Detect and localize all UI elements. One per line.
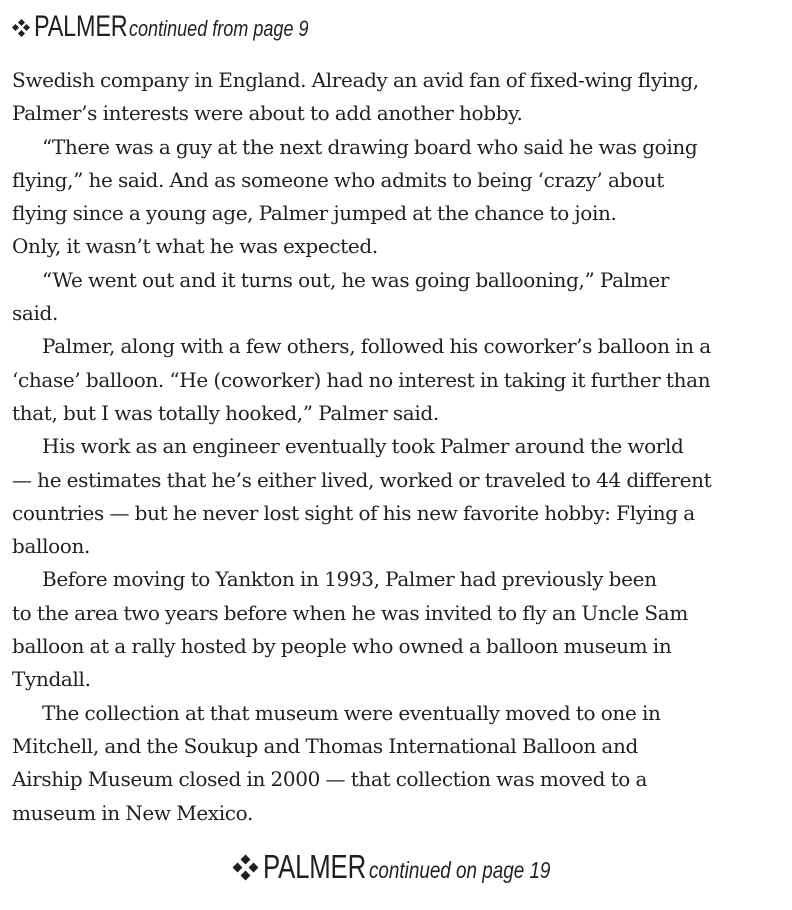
article-line: Palmer, along with a few others, followed his coworker’s balloon in a [42,334,711,359]
article-line: The collection at that museum were eventually moved to one in [42,700,661,725]
article-line: Only, it wasn’t what he was expected. [12,234,378,259]
article-line: “There was a guy at the next drawing board who said he was going [42,134,698,159]
article-line: — he estimates that he’s either lived, worked or traveled to 44 different [12,467,712,492]
article-line: Palmer’s interests were about to add another hobby. [12,101,523,126]
jump-footer-continued-on [232,848,590,887]
article-line: countries — but he never lost sight of his new favorite hobby: Flying a [12,500,695,525]
jump-header-note: continued from page 9 [129,16,309,41]
article-line: Airship Museum closed in 2000 — that collection was moved to a [12,767,648,792]
article-line: museum in New Mexico. [12,800,253,825]
article-line: Before moving to Yankton in 1993, Palmer had previously been [42,567,657,592]
article-line: balloon at a rally hosted by people who owned a balloon museum in [12,634,672,659]
jump-header-name: PALMER [34,10,128,43]
article-line: that, but I was totally hooked,” Palmer said. [12,400,439,425]
jump-footer-note: continued on page 19 [369,857,551,883]
article-line: flying,” he said. And as someone who admits to being ‘crazy’ about [12,167,664,192]
jump-header-continued-from [12,10,348,44]
article-line: Mitchell, and the Soukup and Thomas International Balloon and [12,733,638,758]
fleuron-diamond-icon [12,19,30,37]
fleuron-diamond-icon [232,855,258,881]
article-line: Swedish company in England. Already an avid fan of fixed-wing flying, [12,68,699,92]
article-line: “We went out and it turns out, he was going ballooning,” Palmer [42,267,670,292]
jump-footer-name: PALMER [263,848,367,885]
article-line: balloon. [12,534,91,559]
article-line: flying since a young age, Palmer jumped at the chance to join. [12,201,617,226]
article-line: ‘chase’ balloon. “He (coworker) had no interest in taking it further than [12,367,711,392]
article-line: to the area two years before when he was invited to fly an Uncle Sam [12,600,688,625]
article-line: Tyndall. [12,667,91,692]
article-body [12,64,782,830]
article-line: His work as an engineer eventually took Palmer around the world [42,434,684,459]
article-line: said. [12,301,58,326]
